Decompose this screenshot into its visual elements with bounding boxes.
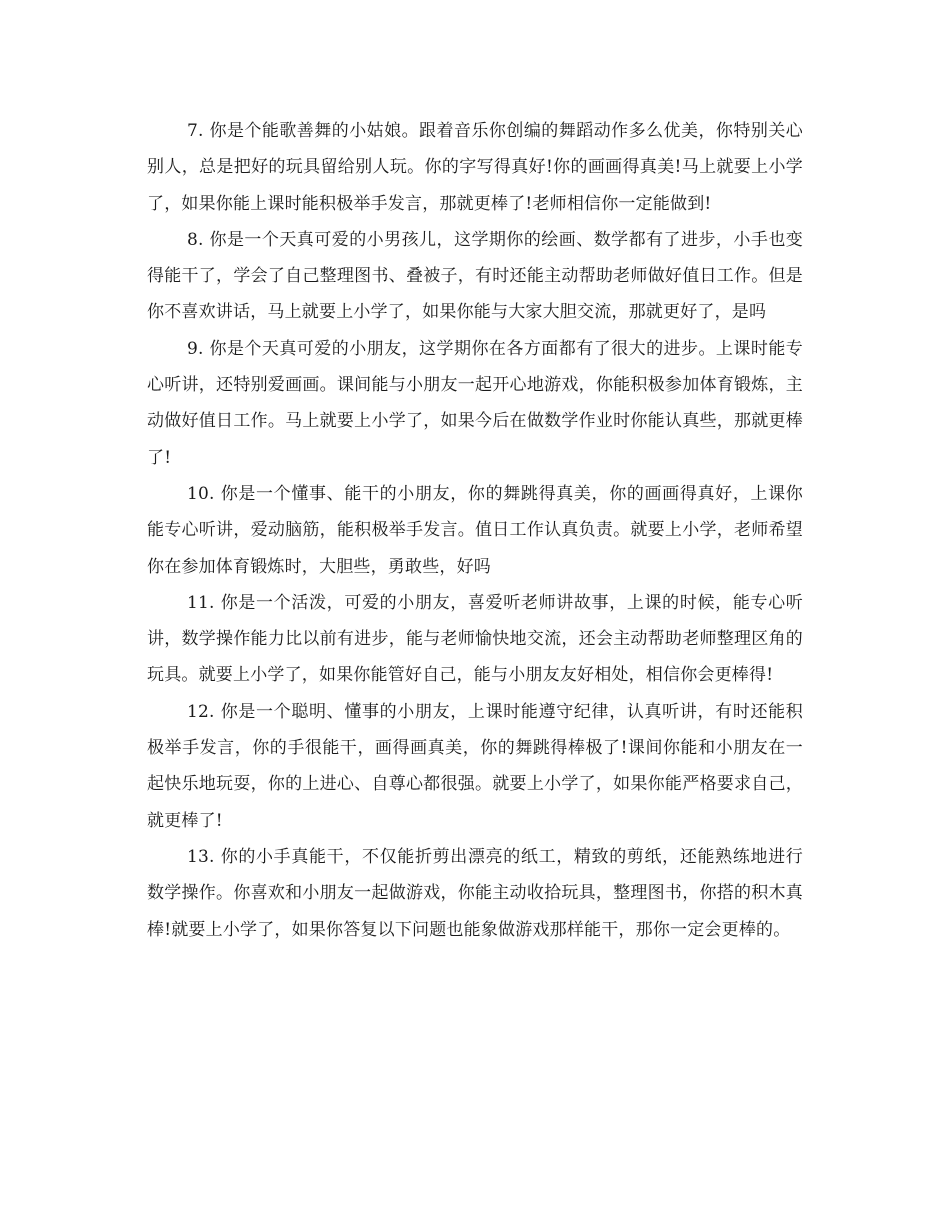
paragraph-8: 8. 你是一个天真可爱的小男孩儿，这学期你的绘画、数学都有了进步，小手也变得能干了，学会了自己整理图书、叠被子，有时还能主动帮助老师做好值日工作。但是你不喜欢讲话，马上就要上小学了，如果你能与大家大胆交流，那就更好了，是吗	[147, 229, 803, 323]
document-body	[147, 113, 803, 948]
paragraph-11: 11. 你是一个活泼，可爱的小朋友，喜爱听老师讲故事，上课的时候，能专心听讲，数学操作能力比以前有进步，能与老师愉快地交流，还会主动帮助老师整理区角的玩具。就要上小学了，如果你能管好自己，能与小朋友友好相处，相信你会更棒得!	[147, 592, 803, 686]
paragraph-10: 10. 你是一个懂事、能干的小朋友，你的舞跳得真美，你的画画得真好，上课你能专心听讲，爱动脑筋，能积极举手发言。值日工作认真负责。就要上小学，老师希望你在参加体育锻炼时，大胆些，勇敢些，好吗	[147, 483, 803, 577]
paragraph-12: 12. 你是一个聪明、懂事的小朋友，上课时能遵守纪律，认真听讲，有时还能积极举手发言，你的手很能干，画得画真美，你的舞跳得棒极了!课间你能和小朋友在一起快乐地玩耍，你的上进心、自尊心都很强。就要上小学了，如果你能严格要求自己，就更棒了!	[147, 701, 803, 831]
paragraph-9: 9. 你是个天真可爱的小朋友，这学期你在各方面都有了很大的进步。上课时能专心听讲，还特别爱画画。课间能与小朋友一起开心地游戏，你能积极参加体育锻炼，主动做好值日工作。马上就要上小学了，如果今后在做数学作业时你能认真些，那就更棒了!	[147, 338, 803, 468]
paragraph-7: 7. 你是个能歌善舞的小姑娘。跟着音乐你创编的舞蹈动作多么优美，你特别关心别人，总是把好的玩具留给别人玩。你的字写得真好!你的画画得真美!马上就要上小学了，如果你能上课时能积极举手发言，那就更棒了!老师相信你一定能做到!	[147, 121, 803, 214]
paragraph-13: 13. 你的小手真能干，不仅能折剪出漂亮的纸工，精致的剪纸，还能熟练地进行数学操作。你喜欢和小朋友一起做游戏，你能主动收拾玩具，整理图书，你搭的积木真棒!就要上小学了，如果你答复以下问题也能象做游戏那样能干，那你一定会更棒的。	[147, 846, 803, 940]
